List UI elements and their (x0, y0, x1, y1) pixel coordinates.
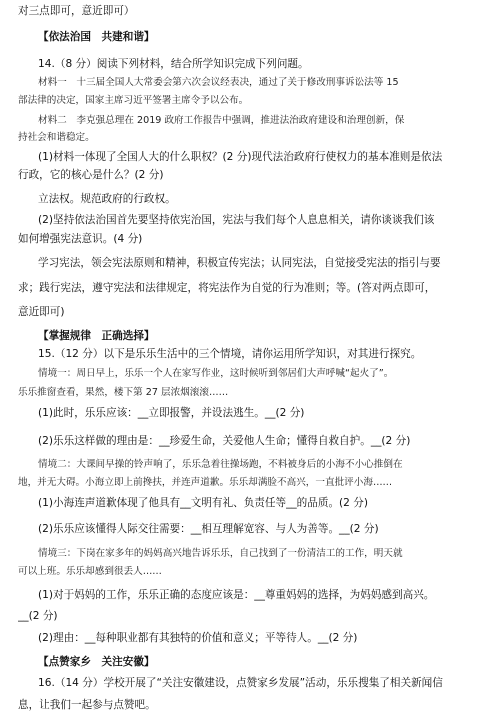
scenario-text: 地，并无大碍。小海立即上前搀扶，并连声道歉。乐乐却满脸不高兴，一直批评小海…… (18, 477, 393, 488)
scenario-text: 情境三：下岗在家多年的妈妈高兴地告诉乐乐，自己找到了一份清洁工的工作，明天就 (38, 548, 403, 559)
fill-in-answer: (1)此时，乐乐应该：__立即报警，并设法逃生。__(2 分) (38, 407, 305, 419)
question-stem: 14.（8 分）阅读下列材料，结合所学知识完成下列问题。 (38, 58, 309, 70)
answer-text: 学习宪法，领会宪法原则和精神，积极宣传宪法；认同宪法，自觉接受宪法的指引与要 (38, 257, 441, 269)
answer-text: 立法权。规范政府的行政权。 (38, 193, 176, 205)
material-text: 部法律的决定，国家主席习近平签署主席令予以公布。 (18, 95, 249, 106)
fill-in-answer: __(2 分) (18, 610, 58, 622)
text-line: 对三点即可，意近即可） (18, 5, 135, 17)
fill-in-answer: (1)对于妈妈的工作，乐乐正确的态度应该是：__尊重妈妈的选择，为妈妈感到高兴。 (38, 589, 435, 601)
material-text: 材料二 李克强总理在 2019 政府工作报告中强调，推进法治政府建设和治理创新，保 (38, 115, 405, 126)
scenario-text: 情境一：周日早上，乐乐一个人在家写作业，这时候听到邻居们大声呼喊“起火了”。 (38, 368, 394, 379)
question-stem: 息，让我们一起参与点赞吧。 (18, 699, 156, 711)
fill-in-answer: (2)理由：__每种职业都有其独特的价值和意义；平等待人。__(2 分) (38, 632, 358, 644)
material-text: 持社会和谐稳定。 (18, 132, 95, 143)
answer-text: 意近即可) (18, 306, 65, 318)
answer-text: 求；践行宪法，遵守宪法和法律规定，将宪法作为自觉的行为准则；等。(答对两点即可， (18, 282, 436, 294)
fill-in-answer: (2)乐乐这样做的理由是：__珍爱生命，关爱他人生命；懂得自救自护。__(2 分) (38, 435, 411, 447)
question-part: (2)坚持依法治国首先要坚持依宪治国，宪法与我们每个人息息相关，请你谈谈我们该 (38, 214, 435, 226)
section-heading: 【掌握规律 正确选择】 (38, 330, 155, 342)
question-part: 行政，它的核心是什么？(2 分) (18, 169, 164, 181)
question-part: (1)材料一体现了全国人大的什么职权？(2 分)现代法治政府行使权力的基本准则是依法 (38, 151, 443, 163)
question-stem: 16.（14 分）学校开展了“关注安徽建设，点赞家乡发展”活动，乐乐搜集了相关新闻信 (38, 677, 443, 689)
scenario-text: 可以上班。乐乐却感到很丢人…… (18, 566, 162, 577)
material-text: 材料一 十三届全国人大常委会第六次会议经表决，通过了关于修改刑事诉讼法等 15 (38, 77, 399, 88)
scenario-text: 情境二：大课间早操的铃声响了，乐乐急着往操场跑，不料被身后的小海不小心推倒在 (38, 459, 403, 470)
section-heading: 【点赞家乡 关注安徽】 (38, 656, 155, 668)
fill-in-answer: (2)乐乐应该懂得人际交往需要：__相互理解宽容、与人为善等。__(2 分) (38, 523, 379, 535)
question-part: 如何增强宪法意识。(4 分) (18, 233, 143, 245)
section-heading: 【依法治国 共建和谐】 (38, 31, 155, 43)
fill-in-answer: (1)小海连声道歉体现了他具有__文明有礼、负责任等__的品质。(2 分) (38, 497, 369, 509)
question-stem: 15.（12 分）以下是乐乐生活中的三个情境，请你运用所学知识，对其进行探究。 (38, 348, 422, 360)
scenario-text: 乐乐推窗查看，果然，楼下第 27 层浓烟滚滚…… (18, 387, 229, 398)
